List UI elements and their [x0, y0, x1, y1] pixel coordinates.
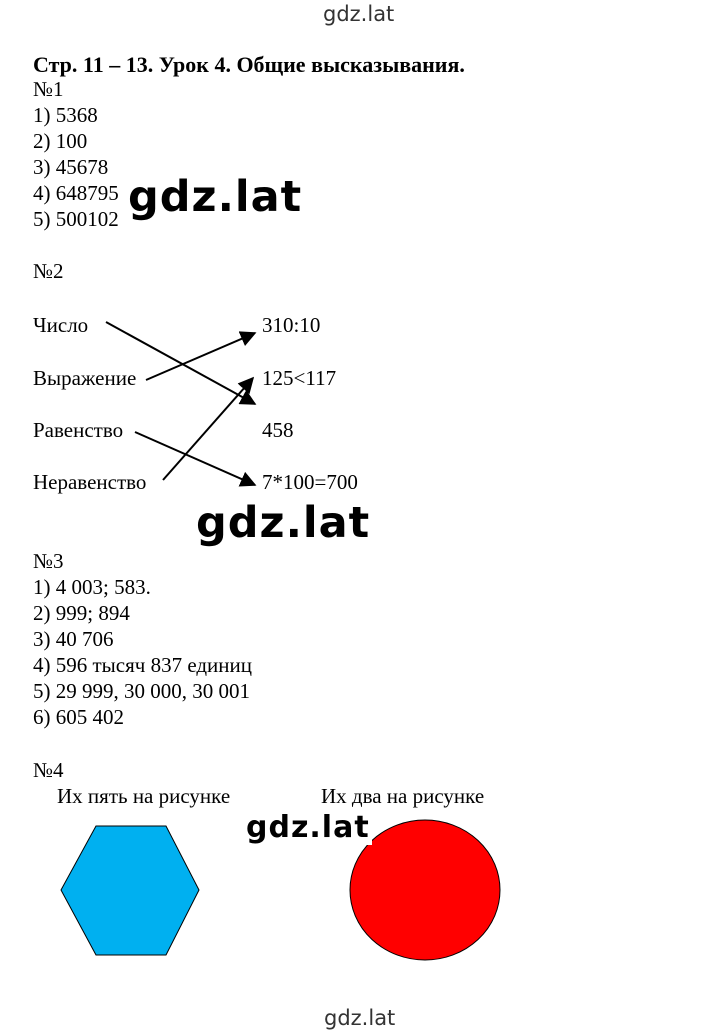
task2-right-term: 310:10: [262, 313, 321, 337]
task4-label: №4: [33, 758, 64, 782]
task1-item: 4) 648795: [33, 181, 119, 205]
task2-label: №2: [33, 259, 64, 283]
task4-caption-right: Их два на рисунке: [321, 784, 485, 808]
task1-item: 1) 5368: [33, 103, 98, 127]
watermark-top: gdz.lat: [323, 2, 395, 26]
task3-item: 3) 40 706: [33, 627, 114, 651]
hexagon-shape: [61, 826, 199, 955]
page-title: Стр. 11 – 13. Урок 4. Общие высказывания.: [33, 52, 465, 77]
task3-item: 5) 29 999, 30 000, 30 001: [33, 679, 250, 703]
task3-label: №3: [33, 549, 64, 573]
task2-left-term: Неравенство: [33, 470, 147, 494]
task3-item: 1) 4 003; 583.: [33, 575, 151, 599]
watermark-large-1: gdz.lat: [128, 172, 303, 222]
task4-caption-left: Их пять на рисунке: [57, 784, 231, 808]
watermark-bottom: gdz.lat: [324, 1006, 396, 1030]
task3-item: 6) 605 402: [33, 705, 124, 729]
task1-item: 5) 500102: [33, 207, 119, 231]
task2-right-term: 7*100=700: [262, 470, 358, 494]
task2-left-term: Выражение: [33, 366, 137, 390]
task1-label: №1: [33, 77, 64, 101]
task2-left-term: Равенство: [33, 418, 124, 442]
task3-item: 4) 596 тысяч 837 единиц: [33, 653, 253, 677]
task2-right-term: 125<117: [262, 366, 337, 390]
task2-left-term: Число: [33, 313, 89, 337]
circle-shape: [350, 820, 500, 960]
task2-right-term: 458: [262, 418, 294, 442]
watermark-mid: gdz.lat: [246, 810, 370, 845]
task1-item: 2) 100: [33, 129, 88, 153]
task3-item: 2) 999; 894: [33, 601, 130, 625]
watermark-large-2: gdz.lat: [196, 498, 371, 548]
task1-item: 3) 45678: [33, 155, 109, 179]
